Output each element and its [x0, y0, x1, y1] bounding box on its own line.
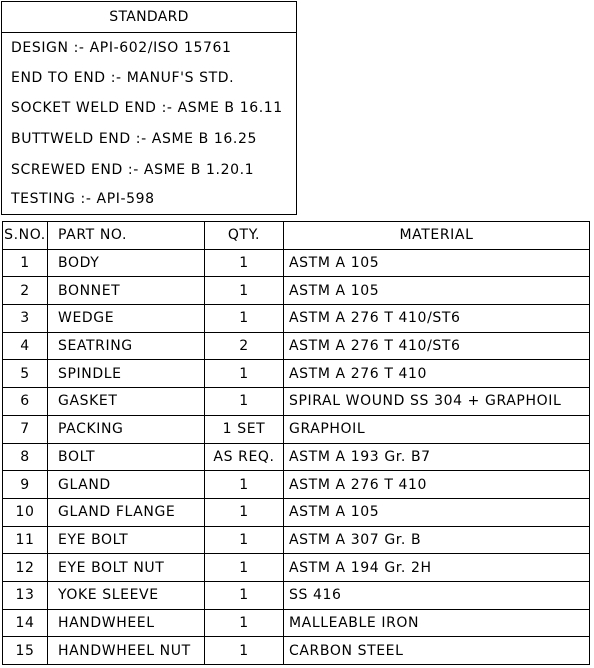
standard-socket-weld-end: SOCKET WELD END :- ASME B 16.11 [11, 100, 283, 116]
table-row [3, 443, 590, 471]
table-row [3, 332, 590, 360]
cell-part-no: GLAND FLANGE [48, 498, 205, 526]
cell-sno: 15 [3, 637, 48, 665]
cell-part-no: BONNET [48, 277, 205, 305]
cell-sno: 8 [3, 443, 48, 471]
header-part-no: PART NO. [48, 222, 205, 250]
cell-material: ASTM A 276 T 410/ST6 [284, 332, 590, 360]
table-row [3, 498, 590, 526]
cell-material: MALLEABLE IRON [284, 609, 590, 637]
table-row [3, 581, 590, 609]
table-row [3, 305, 590, 333]
table-body [3, 249, 590, 664]
standard-design: DESIGN :- API-602/ISO 15761 [11, 40, 232, 56]
cell-material: SS 416 [284, 581, 590, 609]
cell-sno: 4 [3, 332, 48, 360]
cell-part-no: BODY [48, 249, 205, 277]
cell-sno: 2 [3, 277, 48, 305]
parts-table [2, 221, 590, 665]
cell-qty: 1 [205, 360, 284, 388]
table-row [3, 249, 590, 277]
table-header-row [3, 222, 590, 250]
standard-testing: TESTING :- API-598 [11, 191, 155, 207]
cell-material: ASTM A 276 T 410/ST6 [284, 305, 590, 333]
cell-material: ASTM A 105 [284, 249, 590, 277]
cell-sno: 9 [3, 471, 48, 499]
cell-sno: 6 [3, 388, 48, 416]
cell-material: ASTM A 105 [284, 277, 590, 305]
cell-sno: 13 [3, 581, 48, 609]
table-row [3, 471, 590, 499]
header-material: MATERIAL [284, 222, 590, 250]
header-qty: QTY. [205, 222, 284, 250]
cell-qty: 1 [205, 471, 284, 499]
cell-qty: 1 [205, 637, 284, 665]
cell-sno: 5 [3, 360, 48, 388]
cell-part-no: HANDWHEEL [48, 609, 205, 637]
cell-sno: 11 [3, 526, 48, 554]
table-row [3, 526, 590, 554]
cell-material: ASTM A 193 Gr. B7 [284, 443, 590, 471]
table-row [3, 609, 590, 637]
cell-qty: 2 [205, 332, 284, 360]
cell-part-no: YOKE SLEEVE [48, 581, 205, 609]
cell-material: ASTM A 276 T 410 [284, 360, 590, 388]
cell-part-no: EYE BOLT [48, 526, 205, 554]
cell-material: GRAPHOIL [284, 415, 590, 443]
cell-qty: AS REQ. [205, 443, 284, 471]
table-row [3, 277, 590, 305]
cell-material: ASTM A 194 Gr. 2H [284, 554, 590, 582]
cell-part-no: WEDGE [48, 305, 205, 333]
cell-part-no: SPINDLE [48, 360, 205, 388]
cell-qty: 1 [205, 277, 284, 305]
cell-part-no: EYE BOLT NUT [48, 554, 205, 582]
table-row [3, 388, 590, 416]
cell-qty: 1 [205, 526, 284, 554]
cell-part-no: HANDWHEEL NUT [48, 637, 205, 665]
standard-buttweld-end: BUTTWELD END :- ASME B 16.25 [11, 131, 257, 147]
cell-material: ASTM A 276 T 410 [284, 471, 590, 499]
standard-end-to-end: END TO END :- MANUF'S STD. [11, 70, 235, 86]
cell-qty: 1 SET [205, 415, 284, 443]
cell-sno: 7 [3, 415, 48, 443]
standard-title: STANDARD [2, 2, 296, 33]
header-sno: S.NO. [3, 222, 48, 250]
cell-material: SPIRAL WOUND SS 304 + GRAPHOIL [284, 388, 590, 416]
cell-material: ASTM A 307 Gr. B [284, 526, 590, 554]
cell-qty: 1 [205, 554, 284, 582]
cell-sno: 10 [3, 498, 48, 526]
cell-qty: 1 [205, 609, 284, 637]
cell-part-no: SEATRING [48, 332, 205, 360]
table-row [3, 360, 590, 388]
table-row [3, 637, 590, 665]
cell-qty: 1 [205, 498, 284, 526]
cell-qty: 1 [205, 249, 284, 277]
cell-material: CARBON STEEL [284, 637, 590, 665]
cell-material: ASTM A 105 [284, 498, 590, 526]
cell-sno: 3 [3, 305, 48, 333]
cell-qty: 1 [205, 388, 284, 416]
cell-qty: 1 [205, 581, 284, 609]
cell-part-no: GASKET [48, 388, 205, 416]
cell-part-no: GLAND [48, 471, 205, 499]
cell-part-no: PACKING [48, 415, 205, 443]
table-row [3, 415, 590, 443]
cell-qty: 1 [205, 305, 284, 333]
cell-sno: 12 [3, 554, 48, 582]
cell-part-no: BOLT [48, 443, 205, 471]
cell-sno: 14 [3, 609, 48, 637]
standard-box [1, 1, 297, 215]
standard-screwed-end: SCREWED END :- ASME B 1.20.1 [11, 162, 255, 178]
cell-sno: 1 [3, 249, 48, 277]
table-row [3, 554, 590, 582]
